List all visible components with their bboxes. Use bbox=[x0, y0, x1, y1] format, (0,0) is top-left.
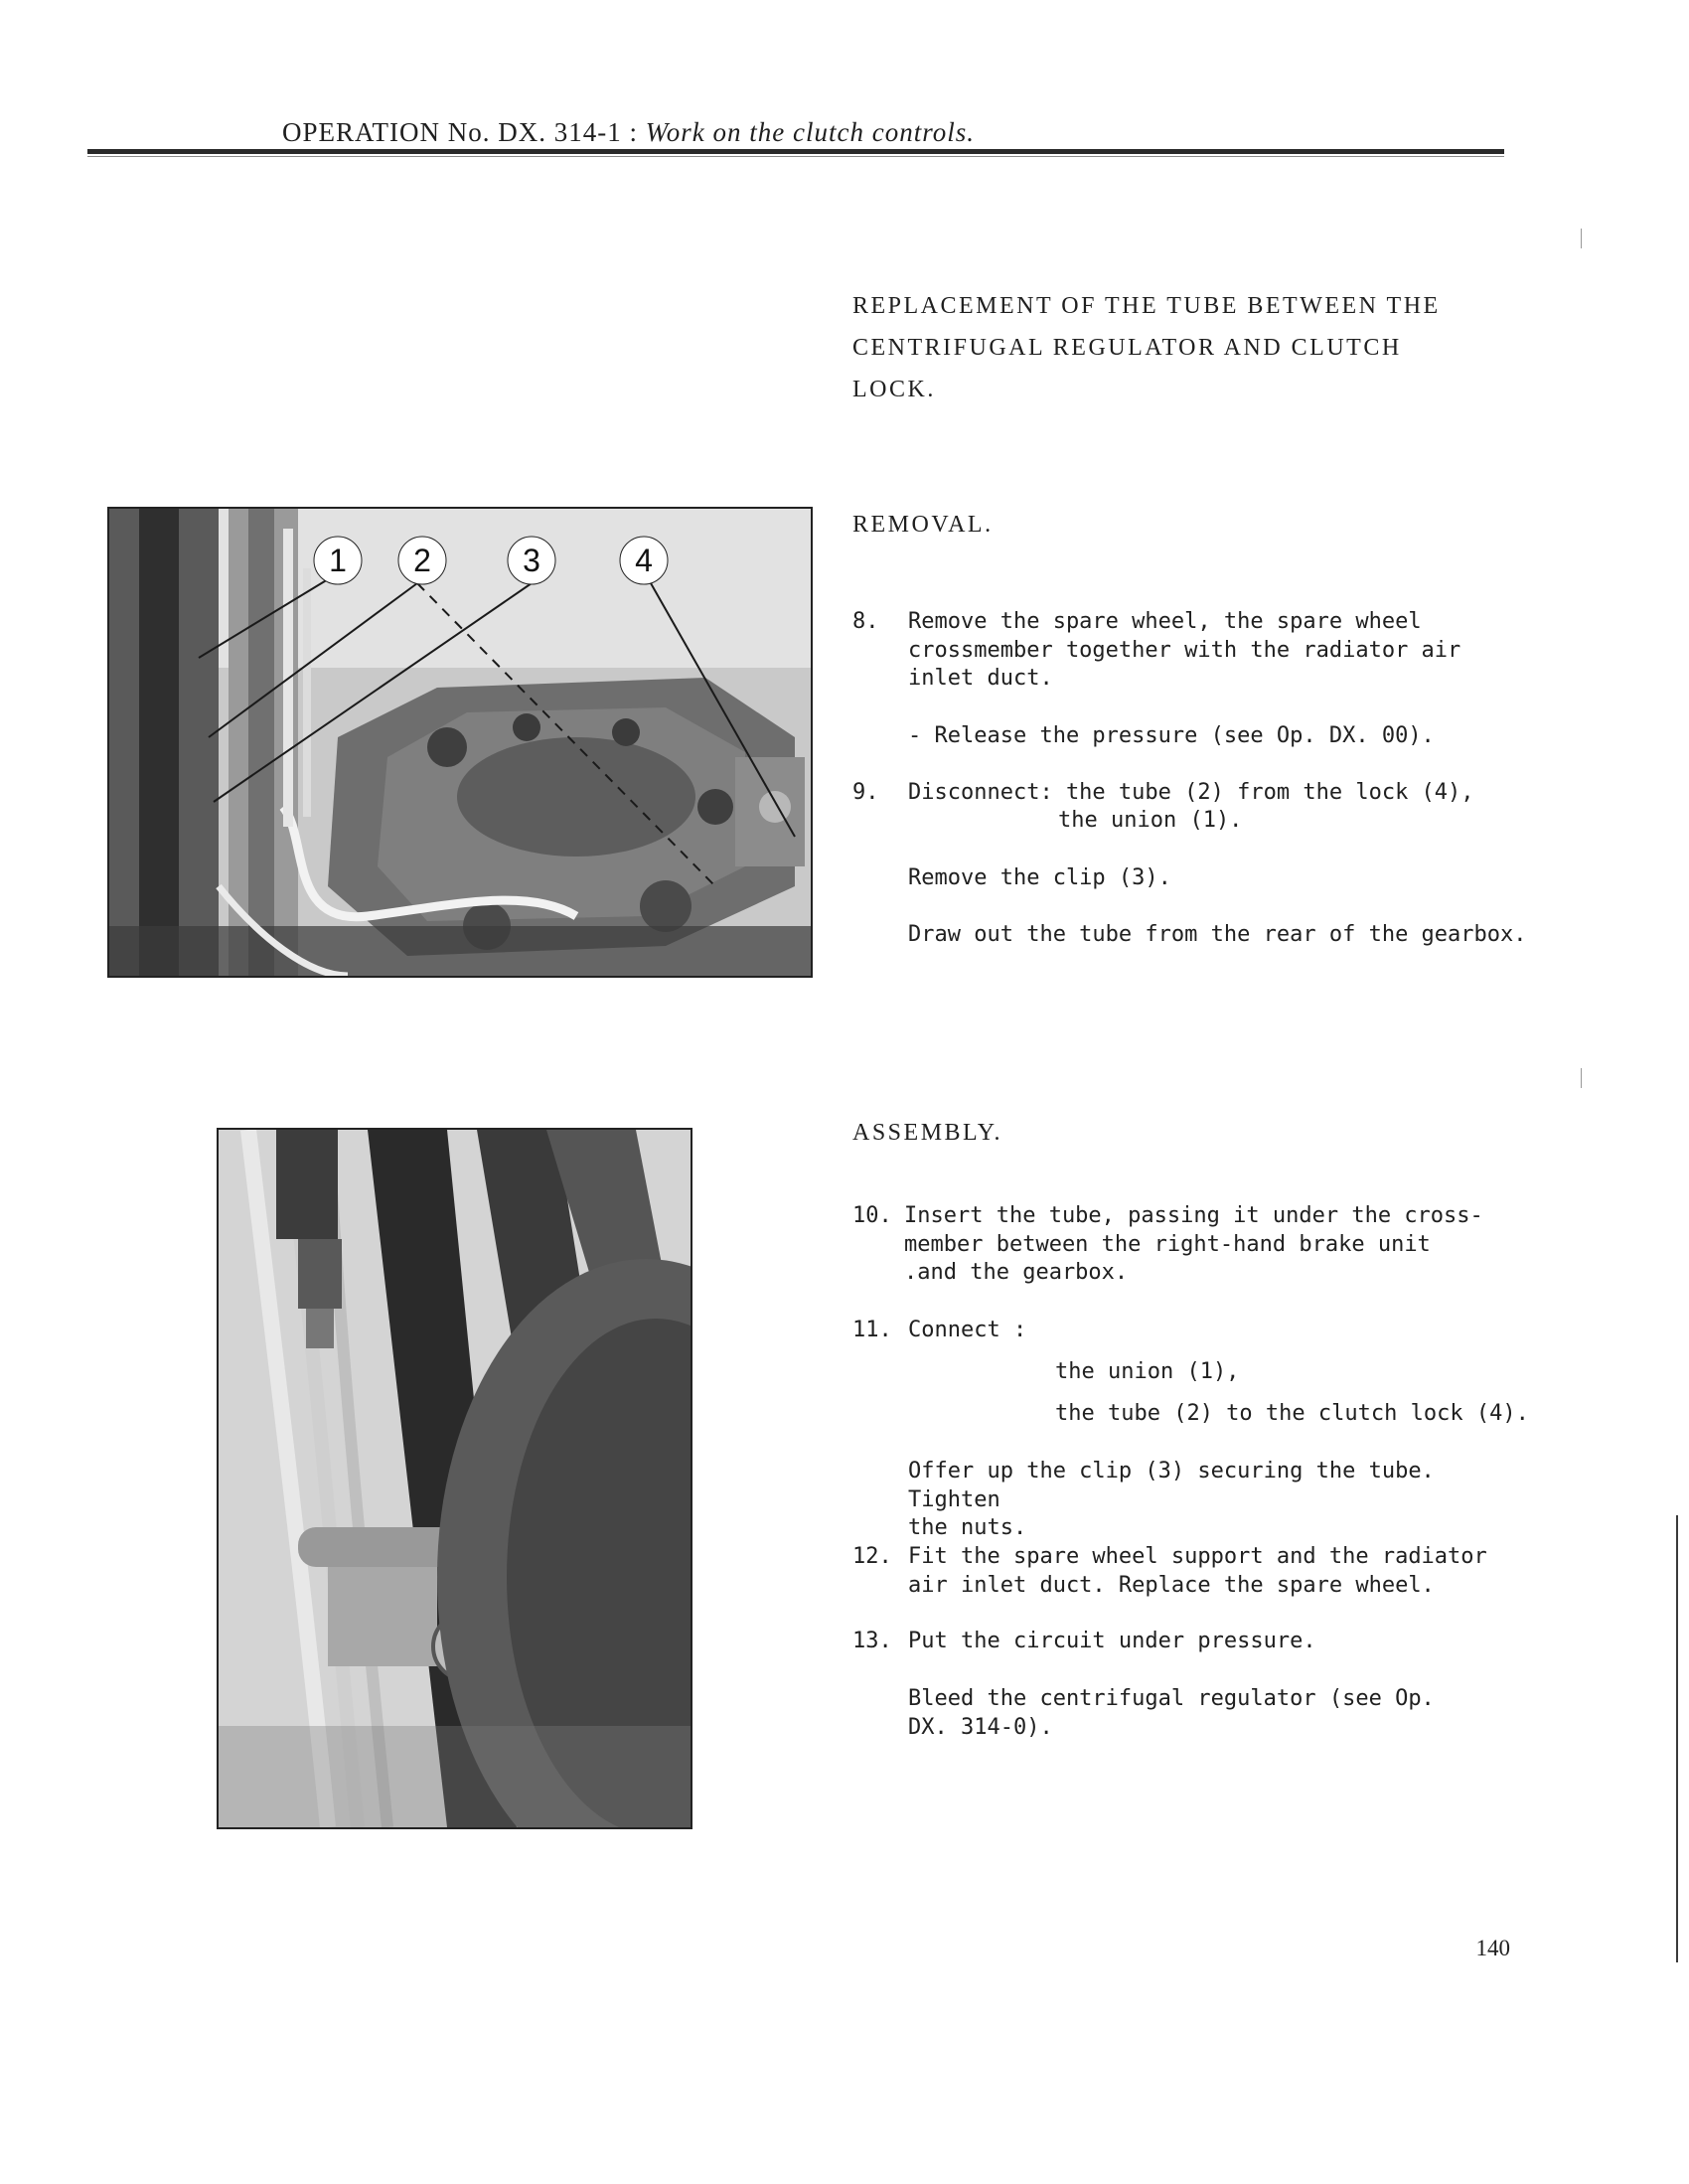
callout-2: 2 bbox=[413, 543, 431, 578]
text-line: the nuts. bbox=[908, 1515, 1027, 1540]
section-title-line: REPLACEMENT OF THE TUBE BETWEEN THE bbox=[852, 293, 1441, 319]
step-12-number: 12. bbox=[852, 1544, 892, 1569]
step-10-text bbox=[904, 1202, 1510, 1288]
text-line: Remove the spare wheel, the spare wheel bbox=[908, 609, 1422, 634]
step-11-connect: Connect : bbox=[908, 1318, 1027, 1342]
wheel-photo-image bbox=[219, 1130, 691, 1827]
margin-tick bbox=[1581, 229, 1582, 248]
section-title bbox=[852, 285, 1488, 410]
step-9-number: 9. bbox=[852, 780, 879, 805]
page-header bbox=[282, 117, 975, 148]
operation-title: Work on the clutch controls. bbox=[645, 117, 975, 147]
text-line: Fit the spare wheel support and the radiator bbox=[908, 1544, 1487, 1569]
text-line: DX. 314-0). bbox=[908, 1714, 1053, 1740]
text-line: inlet duct. bbox=[908, 666, 1053, 691]
draw-out-text: Draw out the tube from the rear of the gearbox. bbox=[908, 922, 1527, 947]
operation-number: OPERATION No. DX. 314-1 : bbox=[282, 117, 638, 147]
callout-4: 4 bbox=[635, 543, 653, 578]
text-line: crossmember together with the radiator air bbox=[908, 637, 1461, 663]
step-12-text bbox=[908, 1543, 1504, 1600]
assembly-heading: ASSEMBLY. bbox=[852, 1120, 1003, 1146]
step-9-line1: Disconnect: the tube (2) from the lock (4), bbox=[908, 780, 1474, 805]
section-title-line: CENTRIFUGAL REGULATOR AND CLUTCH bbox=[852, 335, 1402, 361]
text-line: member between the right-hand brake unit bbox=[904, 1231, 1431, 1257]
step-8-text bbox=[908, 608, 1504, 694]
page-number: 140 bbox=[1475, 1936, 1510, 1960]
margin-tick bbox=[1581, 1068, 1582, 1088]
step-10-number: 10. bbox=[852, 1203, 892, 1228]
remove-clip-text: Remove the clip (3). bbox=[908, 865, 1171, 890]
step-9-line2: the union (1). bbox=[1058, 808, 1243, 833]
step-11-number: 11. bbox=[852, 1318, 892, 1342]
section-title-line: LOCK. bbox=[852, 377, 936, 402]
text-line: Offer up the clip (3) securing the tube. Tighten bbox=[908, 1459, 1435, 1512]
step-11-union: the union (1), bbox=[1055, 1359, 1240, 1384]
callout-3: 3 bbox=[523, 543, 540, 578]
text-line: Bleed the centrifugal regulator (see Op. bbox=[908, 1686, 1435, 1711]
page-edge-bar bbox=[1676, 1515, 1678, 1962]
header-rule-thin bbox=[87, 156, 1504, 157]
offer-up-text bbox=[908, 1458, 1504, 1543]
removal-heading: REMOVAL. bbox=[852, 512, 994, 538]
step-13-number: 13. bbox=[852, 1629, 892, 1653]
callout-1: 1 bbox=[329, 543, 347, 578]
gearbox-photo-image bbox=[109, 509, 811, 976]
step-8-number: 8. bbox=[852, 609, 879, 634]
header-rule bbox=[87, 149, 1504, 154]
bleed-text bbox=[908, 1685, 1504, 1742]
figure-gearbox-photo bbox=[107, 507, 813, 978]
step-13-text: Put the circuit under pressure. bbox=[908, 1629, 1316, 1653]
pressure-note: - Release the pressure (see Op. DX. 00). bbox=[908, 723, 1435, 748]
text-line: Insert the tube, passing it under the cross- bbox=[904, 1203, 1483, 1228]
text-line: .and the gearbox. bbox=[904, 1260, 1129, 1285]
text-line: air inlet duct. Replace the spare wheel. bbox=[908, 1572, 1435, 1598]
figure-wheel-photo bbox=[217, 1128, 692, 1829]
step-11-tube: the tube (2) to the clutch lock (4). bbox=[1055, 1401, 1529, 1426]
